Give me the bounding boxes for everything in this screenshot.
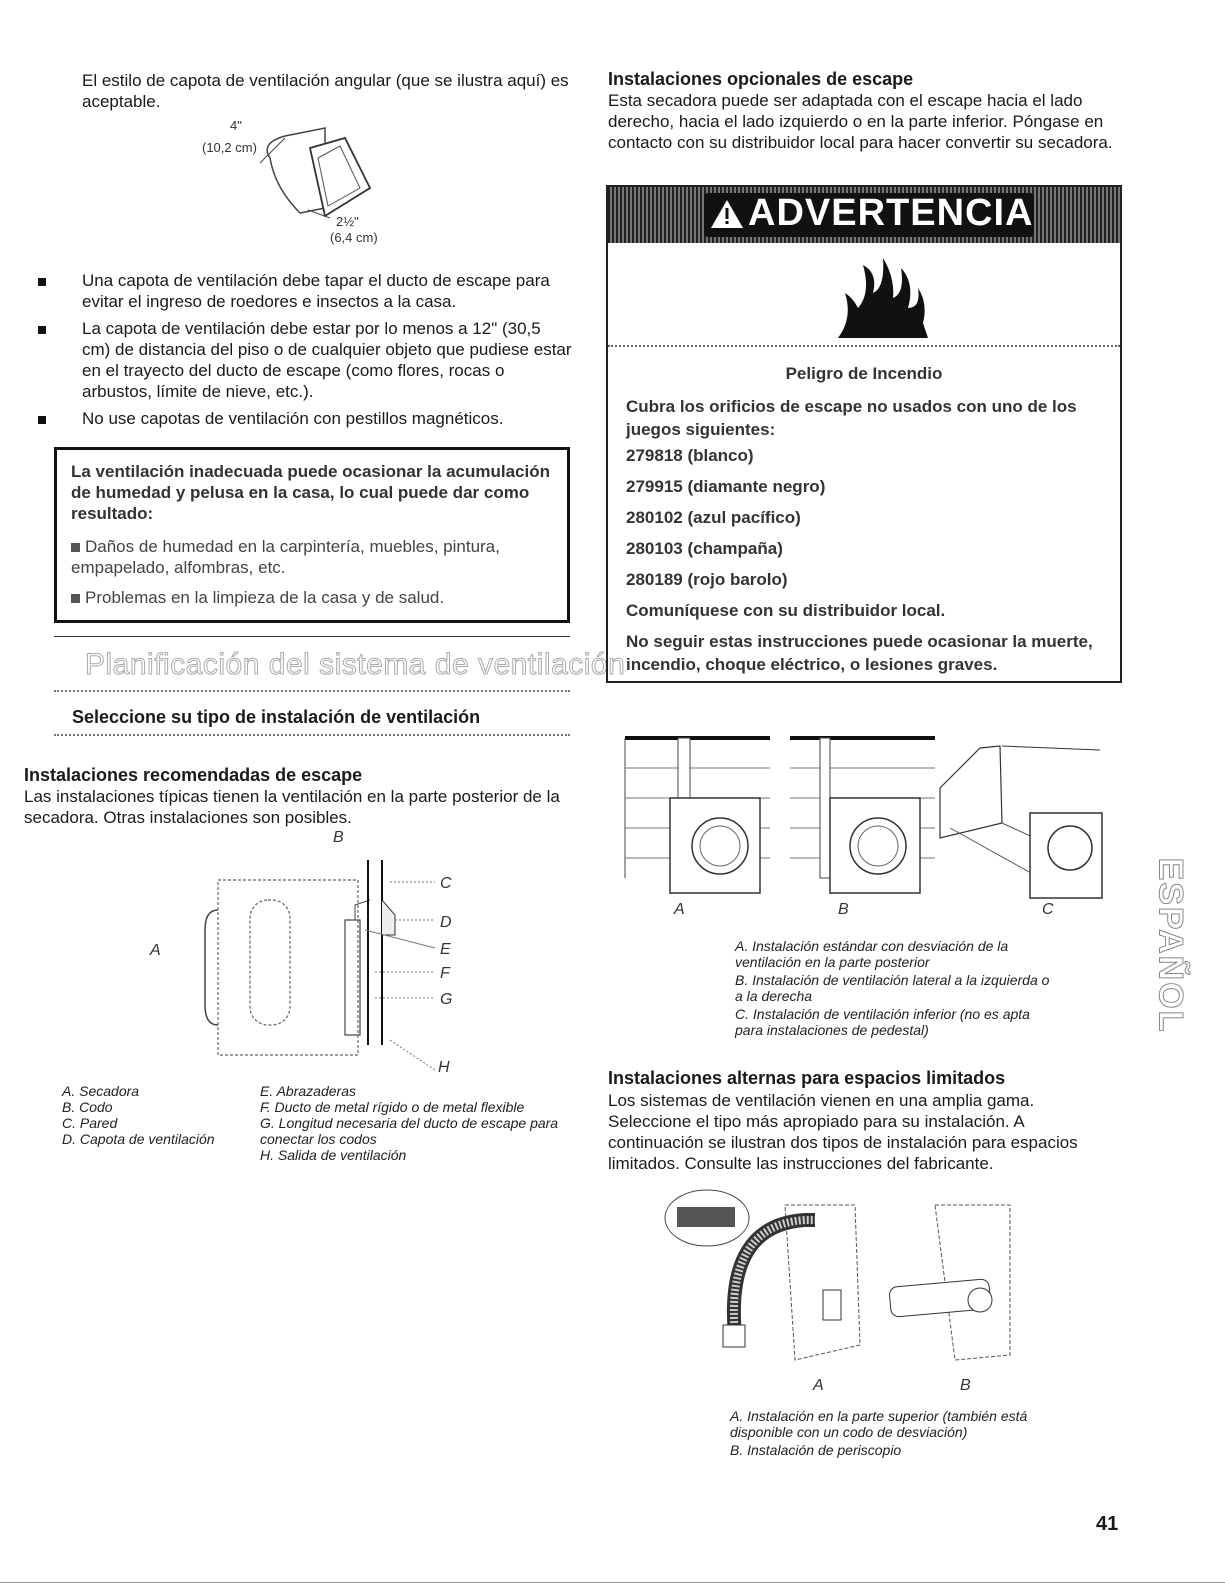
- install-caption: C. Instalación de ventilación inferior (no es apta para instalaciones de pedestal): [735, 1006, 1030, 1038]
- bullet-marker: [38, 416, 46, 424]
- fig-label-h: H: [438, 1059, 450, 1076]
- fig-label-d: D: [440, 914, 452, 931]
- warning-kit: 280189 (rojo barolo): [626, 570, 788, 589]
- intro-text: El estilo de capota de ventilación angular (que se ilustra aquí) es aceptable.: [82, 71, 569, 111]
- alt-install-figures: [665, 1185, 1025, 1395]
- bottom-rule: [0, 1582, 1225, 1583]
- install-c-figure: [940, 746, 1102, 898]
- install-label-a: A: [674, 901, 685, 918]
- legend-item: F. Ducto de metal rígido o de metal flexible: [260, 1099, 525, 1115]
- legend-col-2: [260, 1083, 570, 1163]
- language-tab-text: ESPAÑOL: [1151, 857, 1190, 1033]
- vent-hood-figure: [190, 118, 420, 258]
- install-label-c: C: [1042, 901, 1054, 918]
- fire-hazard-icon: [833, 253, 933, 343]
- warning-rule: [608, 345, 1120, 347]
- legend-item: A. Secadora: [62, 1083, 140, 1099]
- hood-dim2: 2½": [336, 214, 359, 229]
- bullet-item: No use capotas de ventilación con pestillos magnéticos.: [82, 409, 504, 428]
- alt-label-a: A: [813, 1377, 824, 1394]
- alt-text: Los sistemas de ventilación vienen en una amplia gama. Seleccione el tipo más apropiado para su instalación. A continuación se ilustran dos tipos de instalación para espacios limitados. Consulte las instrucciones del fabricante.: [608, 1091, 1078, 1173]
- square-bullet-icon: [71, 594, 80, 603]
- square-bullet-icon: [71, 543, 80, 552]
- warning-consequence: No seguir estas instrucciones puede ocasionar la muerte, incendio, choque eléctrico, o lesiones graves.: [626, 632, 1093, 674]
- warning-lead: Cubra los orificios de escape no usados con uno de los juegos siguientes:: [626, 397, 1077, 439]
- legend-item: E. Abrazaderas: [260, 1083, 356, 1099]
- alt-caption: B. Instalación de periscopio: [730, 1442, 902, 1458]
- install-figures: [620, 728, 1110, 918]
- caution-item: Daños de humedad en la carpintería, muebles, pintura, empapelado, alfombras, etc.: [71, 537, 500, 577]
- bullet-item: Una capota de ventilación debe tapar el ducto de escape para evitar el ingreso de roedores e insectos a la casa.: [82, 271, 550, 311]
- install-caption: A. Instalación estándar con desviación de la ventilación en la parte posterior: [735, 938, 1009, 970]
- recommended-heading: Instalaciones recomendadas de escape: [24, 765, 363, 785]
- alt-caption: A. Instalación en la parte superior (también está disponible con un codo de desviación): [730, 1408, 1028, 1440]
- hood-dim1: 4": [230, 118, 242, 133]
- fig-label-a: A: [150, 942, 161, 959]
- bullet-marker: [38, 278, 46, 286]
- install-a-figure: [625, 738, 770, 893]
- install-label-b: B: [838, 901, 849, 918]
- section-title: Planificación del sistema de ventilación: [85, 648, 626, 681]
- warning-box: [606, 185, 1122, 683]
- legend-item: C. Pared: [62, 1115, 118, 1131]
- install-b-figure: [790, 738, 935, 893]
- warning-kit: 280103 (champaña): [626, 539, 783, 558]
- caution-box: [54, 447, 570, 623]
- warning-hazard: Peligro de Incendio: [785, 364, 943, 383]
- warning-kit: 279818 (blanco): [626, 446, 754, 465]
- warning-triangle-icon: [710, 199, 744, 229]
- divider: [54, 636, 570, 637]
- dotted-rule: [54, 734, 570, 736]
- fig-label-e: E: [440, 941, 451, 958]
- subsection-title: Seleccione su tipo de instalación de ventilación: [72, 707, 481, 727]
- fig-label-f: F: [440, 965, 450, 982]
- legend-col-1: [62, 1083, 242, 1147]
- install-caption: B. Instalación de ventilación lateral a la izquierda o a la derecha: [735, 972, 1050, 1004]
- legend-item: D. Capota de ventilación: [62, 1131, 215, 1147]
- dotted-rule: [54, 690, 570, 692]
- warning-banner-text: ADVERTENCIA: [748, 192, 1034, 234]
- fig-label-c: C: [440, 875, 452, 892]
- page-number: 41: [1096, 1513, 1119, 1535]
- recommended-text: Las instalaciones típicas tienen la ventilación en la parte posterior de la secadora. Otras instalaciones son posibles.: [24, 787, 560, 827]
- language-side-tab: [1151, 830, 1190, 1060]
- alt-captions: [730, 1408, 1060, 1458]
- legend-item: B. Codo: [62, 1099, 113, 1115]
- warning-kit: 279915 (diamante negro): [626, 477, 826, 496]
- legend-item: H. Salida de ventilación: [260, 1147, 407, 1163]
- optional-text: Esta secadora puede ser adaptada con el escape hacia el lado derecho, hacia el lado izquierdo o en la parte inferior. Póngase en contacto con su distribuidor local para hacer convertir su secadora.: [608, 91, 1113, 152]
- legend-item: G. Longitud necesaria del ducto de escape para conectar los codos: [260, 1115, 559, 1147]
- alt-heading: Instalaciones alternas para espacios limitados: [608, 1068, 1006, 1088]
- warning-banner: [608, 187, 1120, 243]
- alt-label-b: B: [960, 1377, 971, 1394]
- hood-dim2-cm: (6,4 cm): [330, 230, 378, 245]
- hood-dim1-cm: (10,2 cm): [202, 140, 257, 155]
- caution-heading: La ventilación inadecuada puede ocasionar la acumulación de humedad y pelusa en la casa, lo cual puede dar como resultado:: [71, 462, 550, 523]
- fig-label-g: G: [440, 991, 453, 1008]
- bullet-marker: [38, 326, 46, 334]
- fig-label-b: B: [333, 829, 344, 846]
- bullet-item: La capota de ventilación debe estar por lo menos a 12" (30,5 cm) de distancia del piso o de cualquier objeto que pudiese estar en el trayecto del ducto de escape (como flores, rocas o arbustos, límite de nieve, etc.).: [82, 319, 572, 401]
- warning-kit: 280102 (azul pacífico): [626, 508, 801, 527]
- vent-diagram: [150, 830, 470, 1075]
- warning-contact: Comuníquese con su distribuidor local.: [626, 601, 946, 620]
- install-captions: [735, 938, 1055, 1038]
- caution-item: Problemas en la limpieza de la casa y de salud.: [71, 587, 551, 608]
- optional-heading: Instalaciones opcionales de escape: [608, 69, 914, 89]
